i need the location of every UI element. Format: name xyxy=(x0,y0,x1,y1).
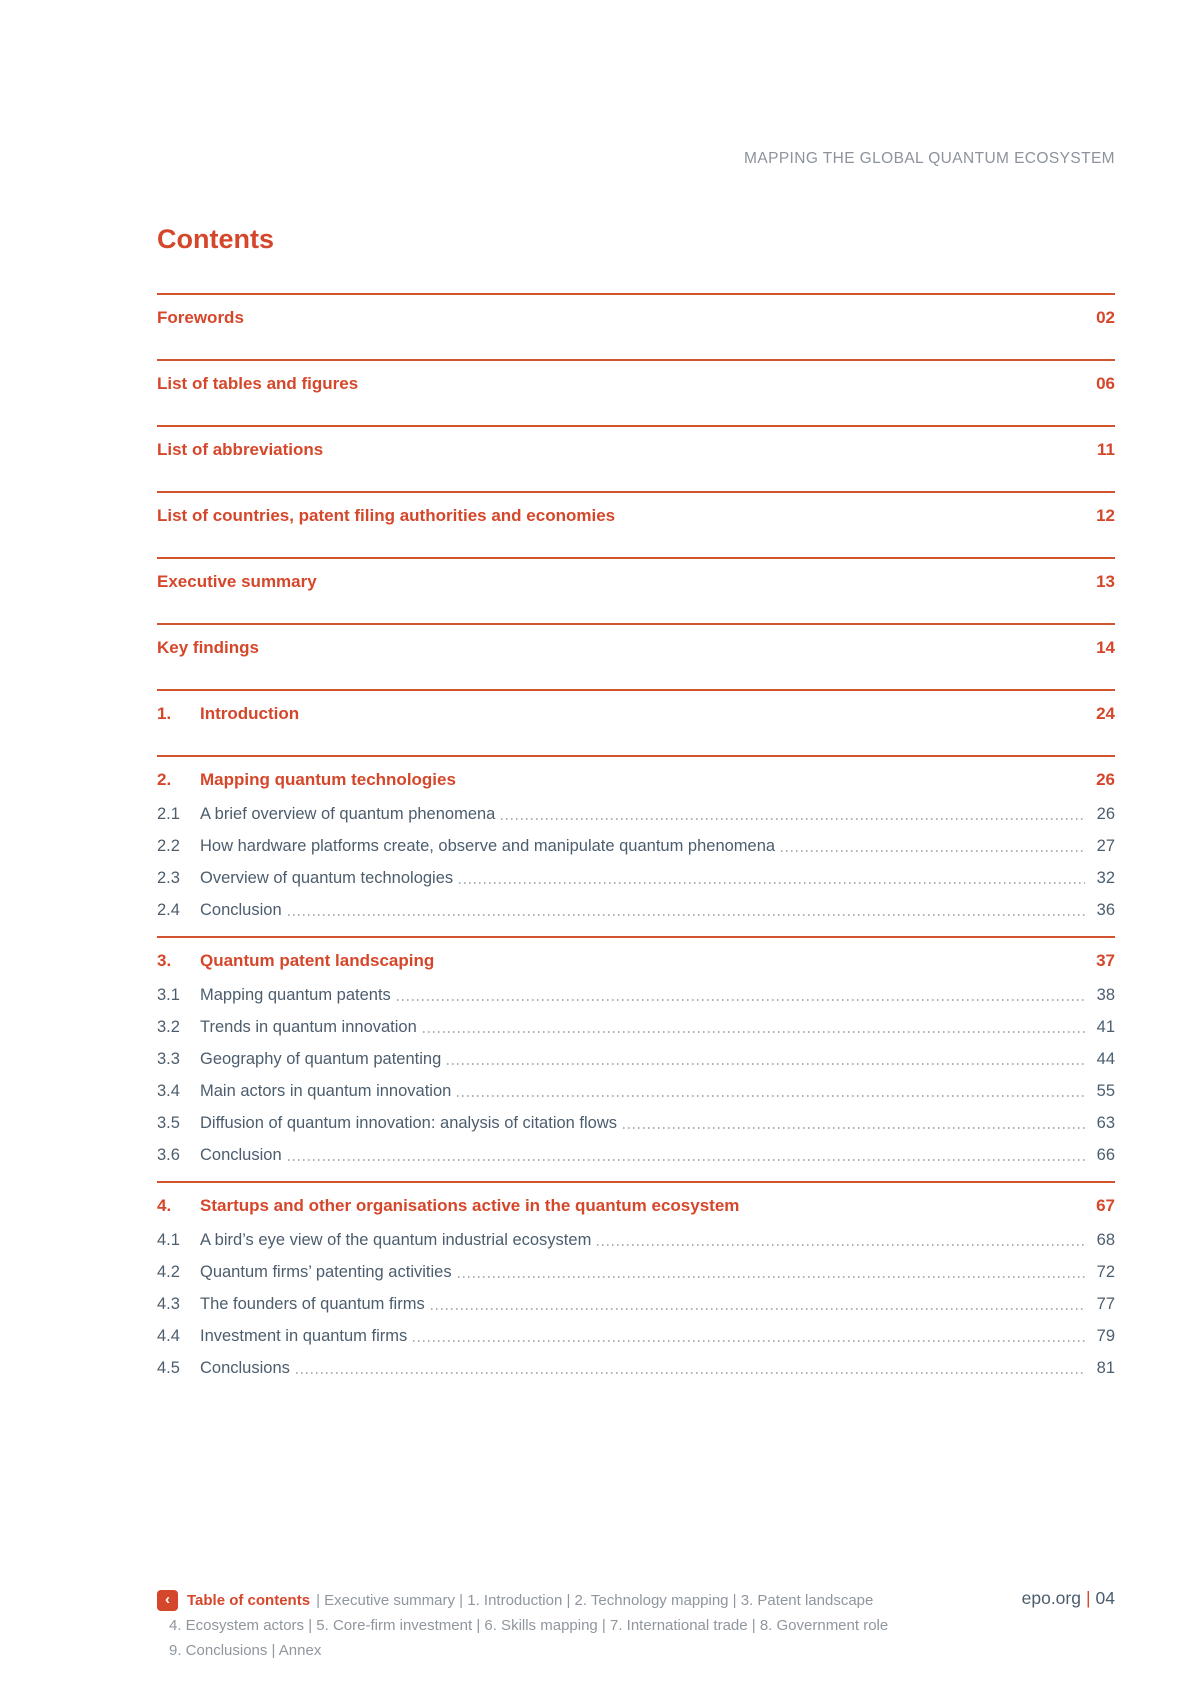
toc-section-page: 06 xyxy=(1096,374,1115,393)
toc-subsection-page: 44 xyxy=(1096,1050,1115,1068)
toc-section-page: 12 xyxy=(1096,506,1115,525)
toc-subsection-title: Investment in quantum firms xyxy=(200,1327,408,1345)
toc-subsection-title: Main actors in quantum innovation xyxy=(200,1082,452,1100)
dotted-leader xyxy=(501,818,1085,820)
toc-section-page: 24 xyxy=(1096,704,1115,723)
toc-subsection-number: 4.1 xyxy=(157,1231,180,1249)
toc-subsection-number: 3.3 xyxy=(157,1050,180,1068)
dotted-leader xyxy=(458,1276,1085,1278)
toc-section-page: 13 xyxy=(1096,572,1115,591)
toc-subsection-number: 2.1 xyxy=(157,805,180,823)
toc-subsection-title: How hardware platforms create, observe and manipulate quantum phenomena xyxy=(200,837,776,855)
toc-subsection-entry[interactable] xyxy=(157,1113,1115,1133)
toc-section-entry[interactable] xyxy=(157,638,1115,658)
toc-subsection-page: 41 xyxy=(1096,1018,1115,1036)
dotted-leader xyxy=(447,1063,1085,1065)
toc-subsection-number: 3.5 xyxy=(157,1114,180,1132)
toc-subsection-entry[interactable] xyxy=(157,1230,1115,1250)
toc-subsection-title: A brief overview of quantum phenomena xyxy=(200,805,496,823)
toc-subsection-title: Overview of quantum technologies xyxy=(200,869,454,887)
toc-subsection-entry[interactable] xyxy=(157,1049,1115,1069)
toc-subsection-entry[interactable] xyxy=(157,836,1115,856)
toc-section-title: List of countries, patent filing authorities and economies xyxy=(157,506,616,525)
toc-subsection-number: 4.3 xyxy=(157,1295,180,1313)
toc-subsection-entry[interactable] xyxy=(157,1145,1115,1165)
toc-section-title: Key findings xyxy=(157,638,260,657)
toc-subsection-entry[interactable] xyxy=(157,985,1115,1005)
toc-subsection-list xyxy=(157,985,1115,1165)
footer-nav-links-row1[interactable]: | Executive summary | 1. Introduction | 2. Technology mapping | 3. Patent landscape xyxy=(316,1592,874,1609)
toc-subsection-list xyxy=(157,1230,1115,1378)
back-chevron-icon[interactable]: ‹ xyxy=(157,1590,178,1611)
toc-section-page: 11 xyxy=(1097,440,1115,459)
toc-subsection-number: 2.3 xyxy=(157,869,180,887)
toc-subsection-entry[interactable] xyxy=(157,1017,1115,1037)
toc-subsection-title: Conclusions xyxy=(200,1359,290,1377)
toc-section-entry[interactable] xyxy=(157,374,1115,394)
toc-section-title: Quantum patent landscaping xyxy=(200,951,435,970)
toc-subsection-entry[interactable] xyxy=(157,1326,1115,1346)
toc-section-block xyxy=(157,425,1115,460)
toc-section-title: Startups and other organisations active in the quantum ecosystem xyxy=(200,1196,740,1215)
footer-nav-line1 xyxy=(157,1588,1115,1613)
table-of-contents xyxy=(157,293,1115,1378)
toc-subsection-entry[interactable] xyxy=(157,804,1115,824)
toc-section-number: 2. xyxy=(157,770,172,789)
page-footer xyxy=(157,1588,1115,1663)
footer-page-number: 04 xyxy=(1095,1588,1115,1608)
toc-subsection-page: 68 xyxy=(1096,1231,1115,1249)
toc-section-title: Forewords xyxy=(157,308,244,327)
toc-section-block xyxy=(157,1181,1115,1378)
dotted-leader xyxy=(597,1244,1085,1246)
toc-section-entry[interactable] xyxy=(157,506,1115,526)
toc-subsection-number: 3.1 xyxy=(157,986,180,1004)
dotted-leader xyxy=(397,999,1085,1001)
dotted-leader xyxy=(623,1127,1085,1129)
footer-link-table-of-contents[interactable]: Table of contents xyxy=(187,1592,311,1609)
toc-subsection-number: 4.4 xyxy=(157,1327,180,1345)
toc-section-entry[interactable] xyxy=(157,951,1115,971)
toc-subsection-page: 36 xyxy=(1096,901,1115,919)
footer-nav-links-row2[interactable]: 4. Ecosystem actors | 5. Core-firm investment | 6. Skills mapping | 7. International trade | 8. Government role xyxy=(169,1617,889,1634)
dotted-leader xyxy=(431,1308,1085,1310)
toc-section-page: 26 xyxy=(1096,770,1115,789)
toc-section-title: List of abbreviations xyxy=(157,440,324,459)
toc-subsection-page: 63 xyxy=(1096,1114,1115,1132)
dotted-leader xyxy=(781,850,1085,852)
toc-subsection-entry[interactable] xyxy=(157,868,1115,888)
toc-subsection-title: Geography of quantum patenting xyxy=(200,1050,442,1068)
content-area xyxy=(157,0,1115,1394)
toc-subsection-entry[interactable] xyxy=(157,1262,1115,1282)
toc-section-entry[interactable] xyxy=(157,770,1115,790)
dotted-leader xyxy=(296,1372,1085,1374)
dotted-leader xyxy=(459,882,1085,884)
toc-section-number: 1. xyxy=(157,704,172,723)
toc-section-block xyxy=(157,936,1115,1165)
toc-section-number: 4. xyxy=(157,1196,172,1215)
toc-section-page: 37 xyxy=(1096,951,1115,970)
toc-section-title: List of tables and figures xyxy=(157,374,359,393)
toc-subsection-title: Conclusion xyxy=(200,901,282,919)
toc-section-block xyxy=(157,623,1115,658)
toc-subsection-title: Diffusion of quantum innovation: analysis of citation flows xyxy=(200,1114,618,1132)
toc-subsection-entry[interactable] xyxy=(157,1294,1115,1314)
running-header: MAPPING THE GLOBAL QUANTUM ECOSYSTEM xyxy=(744,150,1115,167)
toc-section-title: Executive summary xyxy=(157,572,317,591)
toc-section-entry[interactable] xyxy=(157,1196,1115,1216)
toc-subsection-title: Trends in quantum innovation xyxy=(200,1018,417,1036)
toc-section-title: Mapping quantum technologies xyxy=(200,770,456,789)
toc-subsection-page: 81 xyxy=(1096,1359,1115,1377)
toc-section-page: 67 xyxy=(1096,1196,1115,1215)
toc-subsection-number: 2.2 xyxy=(157,837,180,855)
toc-section-number: 3. xyxy=(157,951,172,970)
toc-subsection-title: Conclusion xyxy=(200,1146,282,1164)
dotted-leader xyxy=(288,1159,1085,1161)
toc-section-block xyxy=(157,359,1115,394)
toc-subsection-list xyxy=(157,804,1115,920)
toc-subsection-entry[interactable] xyxy=(157,1358,1115,1378)
toc-subsection-page: 27 xyxy=(1096,837,1115,855)
toc-section-entry[interactable] xyxy=(157,308,1115,328)
toc-subsection-number: 3.6 xyxy=(157,1146,180,1164)
toc-subsection-page: 77 xyxy=(1096,1295,1115,1313)
toc-subsection-title: Mapping quantum patents xyxy=(200,986,391,1004)
dotted-leader xyxy=(413,1340,1085,1342)
toc-subsection-title: Quantum firms’ patenting activities xyxy=(200,1263,452,1281)
toc-section-title: Introduction xyxy=(200,704,300,723)
toc-subsection-page: 66 xyxy=(1096,1146,1115,1164)
dotted-leader xyxy=(423,1031,1085,1033)
toc-subsection-number: 2.4 xyxy=(157,901,180,919)
toc-subsection-page: 55 xyxy=(1096,1082,1115,1100)
toc-subsection-entry[interactable] xyxy=(157,900,1115,920)
toc-subsection-number: 4.5 xyxy=(157,1359,180,1377)
toc-subsection-number: 3.4 xyxy=(157,1082,180,1100)
toc-section-block xyxy=(157,491,1115,526)
toc-subsection-page: 72 xyxy=(1096,1263,1115,1281)
dotted-leader xyxy=(288,914,1085,916)
toc-section-block xyxy=(157,557,1115,592)
toc-section-block xyxy=(157,293,1115,328)
toc-subsection-title: A bird’s eye view of the quantum industrial ecosystem xyxy=(200,1231,592,1249)
toc-subsection-number: 4.2 xyxy=(157,1263,180,1281)
toc-subsection-page: 26 xyxy=(1096,805,1115,823)
footer-page-indicator xyxy=(1022,1586,1115,1611)
footer-nav-links-row3[interactable]: 9. Conclusions | Annex xyxy=(169,1642,322,1659)
toc-section-page: 02 xyxy=(1096,308,1115,327)
toc-section-entry[interactable] xyxy=(157,440,1115,460)
toc-section-entry[interactable] xyxy=(157,704,1115,724)
toc-section-entry[interactable] xyxy=(157,572,1115,592)
footer-site-link[interactable]: epo.org xyxy=(1021,1588,1081,1608)
dotted-leader xyxy=(457,1095,1085,1097)
toc-subsection-page: 79 xyxy=(1096,1327,1115,1345)
toc-subsection-page: 32 xyxy=(1096,869,1115,887)
footer-separator: | xyxy=(1085,1588,1091,1608)
page-title: Contents xyxy=(157,224,274,254)
toc-subsection-page: 38 xyxy=(1096,986,1115,1004)
toc-section-block xyxy=(157,755,1115,920)
toc-subsection-entry[interactable] xyxy=(157,1081,1115,1101)
toc-subsection-number: 3.2 xyxy=(157,1018,180,1036)
toc-subsection-title: The founders of quantum firms xyxy=(200,1295,425,1313)
toc-section-block xyxy=(157,689,1115,724)
toc-section-page: 14 xyxy=(1096,638,1115,657)
